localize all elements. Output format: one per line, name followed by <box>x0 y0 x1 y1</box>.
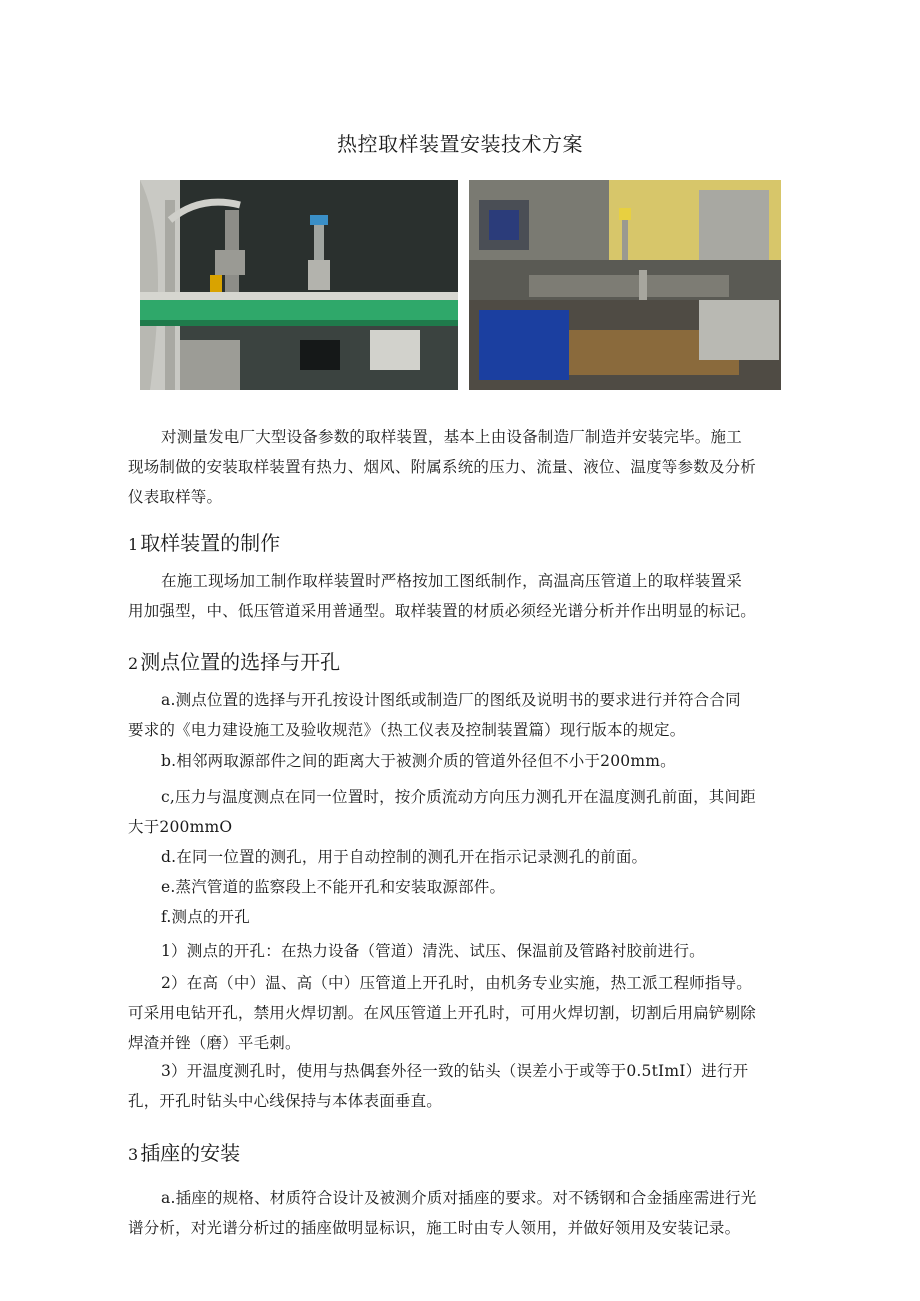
section-paragraph <box>128 566 800 626</box>
section-paragraph <box>128 902 800 932</box>
text-line: 可采用电钻开孔，禁用火焊切割。在风压管道上开孔时，可用火焊切割，切割后用扁铲剔除 <box>128 1004 757 1022</box>
document-title: 热控取样装置安装技术方案 <box>337 132 583 156</box>
text-line: 用加强型，中、低压管道采用普通型。取样装置的材质必须经光谱分析并作出明显的标记。 <box>128 602 757 620</box>
text-line: 孔，开孔时钻头中心线保持与本体表面垂直。 <box>128 1092 443 1110</box>
text-line: e.蒸汽管道的监察段上不能开孔和安装取源部件。 <box>161 878 506 896</box>
section-heading-text: 取样装置的制作 <box>140 531 281 555</box>
text-line: 3）开温度测孔时，使用与热偶套外径一致的钻头（误差小于或等于0.5tImI）进行开 <box>161 1062 749 1080</box>
section-heading <box>128 1137 240 1166</box>
section-number: 3 <box>128 1145 139 1164</box>
section-number: 1 <box>128 535 139 554</box>
section-heading-text: 插座的安装 <box>140 1141 241 1165</box>
text-line: f.测点的开孔 <box>161 908 251 926</box>
text-line: 1）测点的开孔：在热力设备（管道）清洗、试压、保温前及管路衬胶前进行。 <box>161 942 705 960</box>
text-line: b.相邻两取源部件之间的距离大于被测介质的管道外径但不小于200mm。 <box>161 752 676 770</box>
section-paragraph <box>128 1056 800 1116</box>
section-paragraph <box>128 782 800 842</box>
section-paragraph <box>128 685 800 745</box>
text-line: a.测点位置的选择与开孔按设计图纸或制造厂的图纸及说明书的要求进行并符合合同 <box>161 691 741 709</box>
text-line: 要求的《电力建设施工及验收规范》（热工仪表及控制装置篇）现行版本的规定。 <box>128 721 686 739</box>
text-line: 2）在高（中）温、高（中）压管道上开孔时，由机务专业实施，热工派工程师指导。 <box>161 974 752 992</box>
section-paragraph <box>128 968 800 1058</box>
section-paragraph <box>128 842 800 872</box>
text-line: 焊渣并锉（磨）平毛刺。 <box>128 1034 301 1052</box>
text-line: 谱分析，对光谱分析过的插座做明显标识，施工时由专人领用，并做好领用及安装记录。 <box>128 1219 741 1237</box>
text-line: 现场制做的安装取样装置有热力、烟风、附属系统的压力、流量、液位、温度等参数及分析 <box>128 458 757 476</box>
right-installation-photo <box>469 180 781 390</box>
text-line: a.插座的规格、材质符合设计及被测介质对插座的要求。对不锈钢和合金插座需进行光 <box>161 1189 757 1207</box>
text-line: 在施工现场加工制作取样装置时严格按加工图纸制作，高温高压管道上的取样装置采 <box>161 572 742 590</box>
section-paragraph <box>128 872 800 902</box>
section-heading <box>128 527 280 556</box>
text-line: 大于200mmO <box>128 818 233 836</box>
section-paragraph <box>128 936 800 966</box>
text-line: 对测量发电厂大型设备参数的取样装置，基本上由设备制造厂制造并安装完毕。施工 <box>161 428 742 446</box>
section-number: 2 <box>128 654 139 673</box>
section-paragraph <box>128 746 800 776</box>
left-installation-photo <box>140 180 458 390</box>
text-line: c,压力与温度测点在同一位置时，按介质流动方向压力测孔开在温度测孔前面，其间距 <box>161 788 756 806</box>
section-heading-text: 测点位置的选择与开孔 <box>140 650 341 674</box>
text-line: d.在同一位置的测孔，用于自动控制的测孔开在指示记录测孔的前面。 <box>161 848 648 866</box>
text-line: 仪表取样等。 <box>128 488 223 506</box>
intro-paragraph <box>128 422 800 512</box>
section-heading <box>128 646 340 675</box>
section-paragraph <box>128 1183 800 1243</box>
